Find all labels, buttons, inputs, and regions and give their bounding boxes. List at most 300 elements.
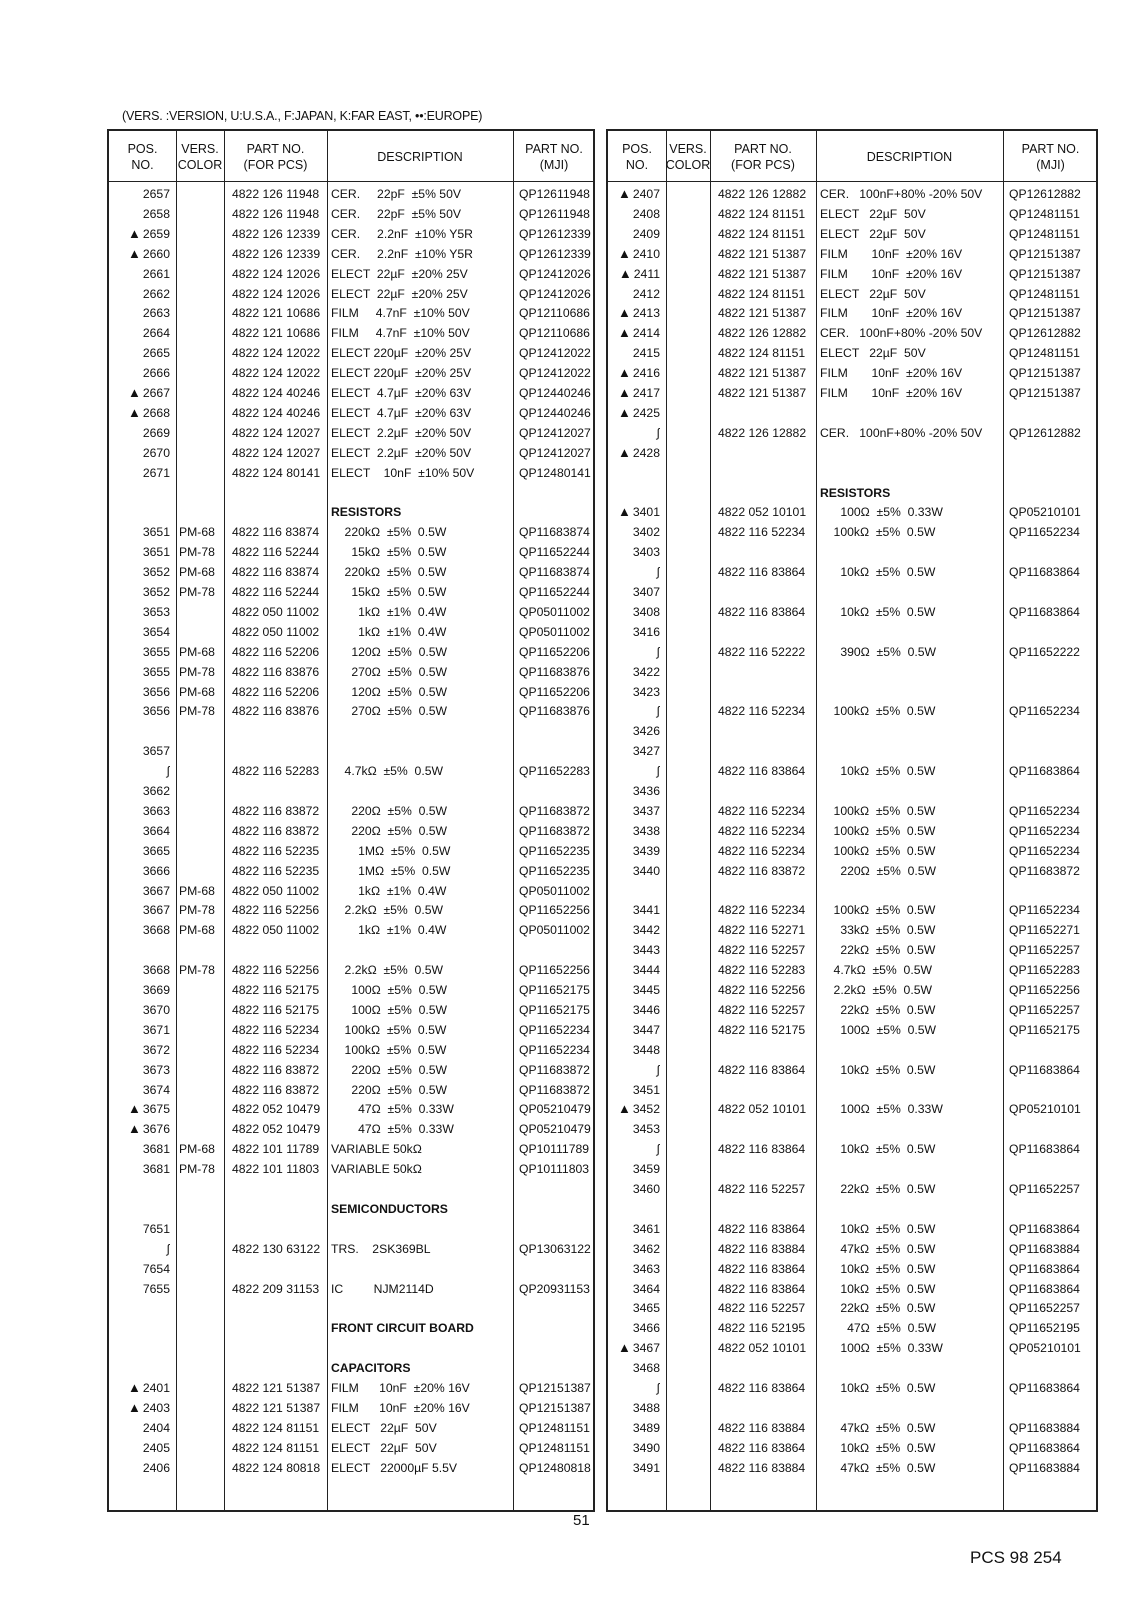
table-row <box>109 622 593 642</box>
table-row <box>608 721 1096 741</box>
table-row <box>608 1298 1096 1318</box>
partno-cell: 4822 052 10479 <box>232 1122 321 1137</box>
mji-cell: QP11652206 <box>519 684 590 699</box>
partno-cell: 4822 116 52206 <box>232 684 320 699</box>
pos-cell <box>111 1139 170 1159</box>
pos-cell <box>111 1239 170 1259</box>
mji-cell: QP11683872 <box>1009 863 1080 878</box>
desc-cell: ELECT 220µF ±20% 25V <box>331 366 472 381</box>
mji-cell: QP11652234 <box>1009 803 1080 818</box>
pos-text: 3681 <box>142 1162 170 1177</box>
mji-cell: QP11652195 <box>1009 1321 1080 1336</box>
warning-icon: ▲ <box>128 245 141 261</box>
partno-cell: 4822 124 81151 <box>718 226 806 241</box>
pos-text: 3669 <box>142 983 170 997</box>
table-row <box>109 1259 593 1279</box>
pos-text: 3654 <box>142 624 170 639</box>
table-row <box>109 602 593 622</box>
warning-icon: ▲ <box>618 444 631 460</box>
header-text: VERS. <box>669 142 707 156</box>
mji-cell: QP12412027 <box>519 445 591 460</box>
mji-cell: QP11683864 <box>1009 1142 1080 1157</box>
pos-cell <box>610 622 660 642</box>
desc-cell: ELECT 22µF ±20% 25V <box>331 266 468 281</box>
pos-cell <box>111 960 170 980</box>
pos-text: ∫ <box>656 565 660 580</box>
table-row <box>608 443 1096 463</box>
pos-text: 3462 <box>632 1241 660 1256</box>
mji-cell: QP11652256 <box>1009 983 1080 997</box>
table-row <box>608 861 1096 881</box>
mji-cell: QP11683864 <box>1009 565 1080 580</box>
mji-cell: QP11652244 <box>519 545 590 560</box>
table-row <box>109 761 593 781</box>
pos-cell <box>610 701 660 721</box>
desc-cell: 10kΩ ±5% 0.5W <box>820 1142 936 1157</box>
pos-text: 3416 <box>632 624 660 639</box>
partno-cell: 4822 116 52257 <box>718 943 806 958</box>
table-row <box>109 980 593 1000</box>
partno-cell: 4822 124 81151 <box>232 1440 320 1455</box>
partno-cell: 4822 116 52235 <box>232 863 320 878</box>
table-row <box>608 900 1096 920</box>
mji-cell: QP05011002 <box>519 604 590 619</box>
header-text: PART NO. <box>734 142 792 156</box>
mji-cell: QP11683864 <box>1009 1062 1080 1077</box>
partno-cell: 4822 126 11948 <box>232 187 320 201</box>
pos-text: 3491 <box>632 1460 660 1475</box>
pos-cell <box>111 204 170 224</box>
desc-cell: 2.2kΩ ±5% 0.5W <box>331 963 443 978</box>
pos-text: 3407 <box>632 585 660 599</box>
table-row <box>608 781 1096 801</box>
warning-icon: ▲ <box>618 305 631 321</box>
pos-text: ∫ <box>166 764 170 779</box>
desc-cell: 15kΩ ±5% 0.5W <box>331 545 447 560</box>
partno-cell: 4822 116 52256 <box>232 903 320 918</box>
partno-cell: 4822 121 51387 <box>232 1400 321 1415</box>
pos-text: 3437 <box>632 803 660 818</box>
header-text: NO. <box>625 158 649 172</box>
table-row <box>608 1338 1096 1358</box>
desc-cell: 47kΩ ±5% 0.5W <box>820 1420 936 1435</box>
pos-text: 3403 <box>632 545 660 560</box>
pos-cell <box>610 502 660 522</box>
warning-icon: ▲ <box>618 1101 631 1117</box>
partno-cell: 4822 126 12882 <box>718 425 807 440</box>
desc-cell: ELECT 22µF 50V <box>820 286 926 301</box>
mji-cell: QP12151387 <box>1009 246 1081 261</box>
table-row <box>109 741 593 761</box>
table-row <box>109 900 593 920</box>
mji-cell: QP05210479 <box>519 1122 591 1137</box>
pos-cell <box>111 284 170 304</box>
table-row <box>608 264 1096 284</box>
partno-cell: 4822 116 52234 <box>718 843 806 858</box>
header-pos <box>109 135 176 179</box>
pos-text: 3443 <box>632 943 660 958</box>
mji-cell: QP11683884 <box>1009 1241 1080 1256</box>
table-row <box>608 1458 1096 1478</box>
pos-cell <box>111 1279 170 1299</box>
pos-text: 3665 <box>142 843 170 858</box>
pos-cell <box>610 980 660 1000</box>
partno-cell: 4822 116 52244 <box>232 545 320 560</box>
table-row <box>109 1219 593 1239</box>
mji-cell: QP11683874 <box>519 565 590 580</box>
desc-cell: ELECT 10nF ±10% 50V <box>331 465 475 480</box>
pos-text: ∫ <box>656 425 660 440</box>
vers-cell: PM-78 <box>179 664 215 679</box>
header-text: POS. <box>127 142 158 156</box>
section-heading-text: RESISTORS <box>331 505 402 520</box>
pos-cell <box>610 801 660 821</box>
header-text: DESCRIPTION <box>377 150 463 164</box>
pos-cell <box>610 642 660 662</box>
table-row <box>608 1060 1096 1080</box>
mji-cell: QP11652244 <box>519 585 590 599</box>
desc-cell: CER. 100nF+80% -20% 50V <box>820 187 983 201</box>
desc-cell: ELECT 2.2µF ±20% 50V <box>331 445 472 460</box>
pos-text: 2663 <box>142 306 170 321</box>
partno-cell: 4822 121 51387 <box>718 306 807 321</box>
pos-cell <box>610 900 660 920</box>
desc-cell: 47Ω ±5% 0.5W <box>820 1321 937 1336</box>
partno-cell: 4822 124 12022 <box>232 346 321 361</box>
table-row <box>109 224 593 244</box>
mji-cell: QP12110686 <box>519 306 590 321</box>
pos-text: 2407 <box>632 187 660 201</box>
table-row <box>109 264 593 284</box>
table-row <box>109 642 593 662</box>
partno-cell: 4822 116 52206 <box>232 644 320 659</box>
desc-cell: 10kΩ ±5% 0.5W <box>820 565 936 580</box>
table-row <box>109 1040 593 1060</box>
desc-cell: 4.7kΩ ±5% 0.5W <box>820 963 932 978</box>
partno-cell: 4822 116 52175 <box>718 1022 806 1037</box>
desc-cell: 10kΩ ±5% 0.5W <box>820 604 936 619</box>
vers-cell: PM-68 <box>179 565 215 580</box>
partno-cell: 4822 116 52234 <box>718 704 806 719</box>
pos-text: 3422 <box>632 664 660 679</box>
mji-cell: QP12481151 <box>519 1420 590 1435</box>
pos-text: 3674 <box>142 1082 170 1097</box>
pos-cell <box>610 1338 660 1358</box>
header-text: VERS. <box>181 142 219 156</box>
desc-cell: CER. 22pF ±5% 50V <box>331 187 461 201</box>
table-row <box>109 1000 593 1020</box>
mji-cell: QP11652175 <box>519 983 590 997</box>
pos-cell <box>111 801 170 821</box>
mji-cell: QP11652283 <box>1009 963 1080 978</box>
mji-cell: QP11652257 <box>1009 1002 1080 1017</box>
mji-cell: QP12412027 <box>519 425 591 440</box>
pos-text: 2666 <box>142 366 170 381</box>
pos-text: 2415 <box>632 346 660 361</box>
pos-text: 3663 <box>142 803 170 818</box>
partno-cell: 4822 116 52222 <box>718 644 806 659</box>
table-row <box>109 562 593 582</box>
desc-cell: 100Ω ±5% 0.33W <box>820 1102 943 1117</box>
pos-cell <box>111 423 170 443</box>
pos-cell <box>610 1119 660 1139</box>
mji-cell: QP12151387 <box>519 1381 591 1395</box>
desc-cell: CER. 100nF+80% -20% 50V <box>820 425 983 440</box>
desc-cell: FILM 10nF ±20% 16V <box>820 306 963 321</box>
pos-cell <box>111 920 170 940</box>
partno-cell: 4822 209 31153 <box>232 1281 320 1296</box>
pos-cell <box>610 1298 660 1318</box>
header-divider <box>109 181 593 182</box>
vers-cell: PM-68 <box>179 644 215 659</box>
mji-cell: QP11683864 <box>1009 1281 1080 1296</box>
table-row <box>608 1378 1096 1398</box>
pos-cell <box>610 244 660 264</box>
pos-cell <box>111 861 170 881</box>
table-row <box>109 403 593 423</box>
pos-text: 2406 <box>142 1460 170 1475</box>
mji-cell: QP12440246 <box>519 386 591 400</box>
mji-cell: QP12612339 <box>519 226 591 241</box>
desc-cell: 1MΩ ±5% 0.5W <box>331 843 451 858</box>
pos-cell <box>610 861 660 881</box>
warning-icon: ▲ <box>128 1121 141 1137</box>
mji-cell: QP12151387 <box>1009 266 1081 281</box>
desc-cell: 1kΩ ±1% 0.4W <box>331 604 447 619</box>
warning-icon: ▲ <box>128 225 141 241</box>
table-row <box>109 960 593 980</box>
partno-cell: 4822 101 11789 <box>232 1142 320 1157</box>
desc-cell: 10kΩ ±5% 0.5W <box>820 1062 936 1077</box>
pos-cell <box>610 940 660 960</box>
pos-cell <box>610 363 660 383</box>
table-row <box>608 920 1096 940</box>
pos-cell <box>610 1020 660 1040</box>
pos-cell <box>610 602 660 622</box>
desc-cell: 100Ω ±5% 0.33W <box>820 1341 943 1356</box>
table-row <box>109 204 593 224</box>
partno-cell: 4822 130 63122 <box>232 1241 321 1256</box>
desc-cell: 22kΩ ±5% 0.5W <box>820 1301 936 1316</box>
partno-cell: 4822 052 10101 <box>718 1102 807 1117</box>
pos-text: 3671 <box>142 1022 170 1037</box>
partno-cell: 4822 052 10101 <box>718 1341 807 1356</box>
pos-cell <box>610 1219 660 1239</box>
header-text: DESCRIPTION <box>866 150 953 164</box>
header-text: POS. <box>622 142 652 156</box>
pos-text: 3662 <box>142 784 170 798</box>
partno-cell: 4822 116 52257 <box>718 1182 806 1196</box>
mji-cell: QP05011002 <box>519 923 590 938</box>
section-heading-text: CAPACITORS <box>331 1361 411 1376</box>
pos-cell <box>610 1458 660 1478</box>
pos-text: 3440 <box>632 863 660 878</box>
mji-cell: QP12412022 <box>519 366 591 381</box>
pos-text: 3446 <box>632 1002 660 1017</box>
pos-text: 3461 <box>632 1221 660 1236</box>
section-heading <box>608 483 1096 503</box>
pos-cell <box>111 562 170 582</box>
mji-cell: QP12110686 <box>519 326 590 341</box>
partno-cell: 4822 050 11002 <box>232 604 320 619</box>
pos-cell <box>111 323 170 343</box>
desc-cell: 100kΩ ±5% 0.5W <box>820 525 936 540</box>
header-text: PART NO. <box>525 142 583 156</box>
pos-text: 2404 <box>142 1420 170 1435</box>
pos-cell <box>111 1040 170 1060</box>
partno-cell: 4822 124 81151 <box>232 1420 320 1435</box>
table-row <box>608 682 1096 702</box>
pos-text: 2657 <box>142 187 170 201</box>
pos-cell <box>111 542 170 562</box>
desc-cell: 100kΩ ±5% 0.5W <box>820 903 936 918</box>
table-row <box>608 1080 1096 1100</box>
desc-cell: CER. 22pF ±5% 50V <box>331 206 461 221</box>
header-partno <box>710 135 816 179</box>
desc-cell: 270Ω ±5% 0.5W <box>331 704 448 719</box>
mji-cell: QP11683864 <box>1009 1381 1080 1395</box>
pos-text: 3468 <box>632 1361 660 1376</box>
table-row <box>608 1259 1096 1279</box>
mji-cell: QP11683874 <box>519 525 590 540</box>
warning-icon: ▲ <box>128 404 141 420</box>
partno-cell: 4822 116 83864 <box>718 565 806 580</box>
pos-cell <box>610 662 660 682</box>
warning-icon: ▲ <box>128 1399 141 1415</box>
pos-text: 2662 <box>142 286 170 301</box>
partno-cell: 4822 126 12339 <box>232 226 321 241</box>
pos-text: 3466 <box>632 1321 660 1336</box>
pos-text: 2410 <box>632 246 660 261</box>
pos-cell <box>111 244 170 264</box>
pos-text: 2664 <box>142 326 170 341</box>
table-row <box>608 363 1096 383</box>
desc-cell: FILM 10nF ±20% 16V <box>820 366 963 381</box>
partno-cell: 4822 116 52257 <box>718 1301 806 1316</box>
table-row <box>608 1219 1096 1239</box>
table-row <box>608 1119 1096 1139</box>
table-row <box>608 224 1096 244</box>
desc-cell: 100Ω ±5% 0.5W <box>820 1022 937 1037</box>
table-row <box>608 1179 1096 1199</box>
partno-cell: 4822 116 83872 <box>232 1082 320 1097</box>
vers-cell: PM-68 <box>179 883 215 898</box>
pos-text: 2661 <box>142 266 170 281</box>
table-row <box>608 960 1096 980</box>
pos-text: 3442 <box>632 923 660 938</box>
mji-cell: QP11683864 <box>1009 1221 1080 1236</box>
partno-cell: 4822 116 83884 <box>718 1420 806 1435</box>
pos-cell <box>610 264 660 284</box>
section-heading-text: FRONT CIRCUIT BOARD <box>331 1321 474 1336</box>
partno-cell: 4822 124 81151 <box>718 286 806 301</box>
partno-cell: 4822 124 40246 <box>232 386 321 400</box>
mji-cell: QP12412026 <box>519 286 591 301</box>
pos-text: 3444 <box>632 963 660 978</box>
desc-cell: 100kΩ ±5% 0.5W <box>331 1042 447 1057</box>
mji-cell: QP12151387 <box>1009 386 1081 400</box>
table-row <box>608 582 1096 602</box>
vers-cell: PM-68 <box>179 923 215 938</box>
pos-cell <box>111 343 170 363</box>
partno-cell: 4822 116 52234 <box>232 1042 320 1057</box>
partno-cell: 4822 126 12882 <box>718 187 807 201</box>
pos-text: ∫ <box>656 1062 660 1077</box>
pos-text: 3656 <box>142 684 170 699</box>
mji-cell: QP12151387 <box>1009 366 1081 381</box>
partno-cell: 4822 116 83876 <box>232 664 320 679</box>
pos-text: 3445 <box>632 983 660 997</box>
table-row <box>109 463 593 483</box>
desc-cell: ELECT 220µF ±20% 25V <box>331 346 472 361</box>
partno-cell: 4822 121 10686 <box>232 306 321 321</box>
mji-cell: QP11683884 <box>1009 1460 1080 1475</box>
table-row <box>608 1239 1096 1259</box>
desc-cell: ELECT 4.7µF ±20% 63V <box>331 405 472 420</box>
mji-cell: QP13063122 <box>519 1241 591 1256</box>
partno-cell: 4822 050 11002 <box>232 624 320 639</box>
desc-cell: ELECT 22µF 50V <box>820 206 926 221</box>
pos-text: 3459 <box>632 1162 660 1177</box>
pos-cell <box>111 1080 170 1100</box>
pos-text: 3675 <box>142 1102 170 1117</box>
pos-cell <box>111 781 170 801</box>
desc-cell: VARIABLE 50kΩ <box>331 1142 422 1157</box>
pos-cell <box>610 184 660 204</box>
desc-cell: ELECT 22µF 50V <box>820 226 926 241</box>
desc-cell: ELECT 22µF 50V <box>820 346 926 361</box>
pos-cell <box>111 264 170 284</box>
partno-cell: 4822 116 52283 <box>718 963 806 978</box>
mji-cell: QP05210101 <box>1009 505 1081 520</box>
warning-icon: ▲ <box>618 504 631 520</box>
table-row <box>608 701 1096 721</box>
desc-cell: 100kΩ ±5% 0.5W <box>820 823 936 838</box>
pos-text: 3655 <box>142 664 170 679</box>
mji-cell: QP12481151 <box>519 1440 590 1455</box>
pos-text: 7655 <box>142 1281 170 1296</box>
vers-cell: PM-78 <box>179 704 215 719</box>
vers-cell: PM-78 <box>179 1162 215 1177</box>
partno-cell: 4822 116 83872 <box>232 823 320 838</box>
table-row <box>608 801 1096 821</box>
desc-cell: 15kΩ ±5% 0.5W <box>331 585 447 599</box>
pos-cell <box>610 1398 660 1418</box>
desc-cell: 10kΩ ±5% 0.5W <box>820 1381 936 1395</box>
vers-cell: PM-78 <box>179 903 215 918</box>
warning-icon: ▲ <box>128 1380 141 1395</box>
mji-cell: QP11683884 <box>1009 1420 1080 1435</box>
desc-cell: 47kΩ ±5% 0.5W <box>820 1460 936 1475</box>
partno-cell: 4822 116 83864 <box>718 1221 806 1236</box>
pos-cell <box>111 1099 170 1119</box>
desc-cell: 47kΩ ±5% 0.5W <box>820 1241 936 1256</box>
vers-cell: PM-68 <box>179 1142 215 1157</box>
table-row <box>109 1378 593 1398</box>
pos-text: 2425 <box>632 405 660 420</box>
pos-text: 3447 <box>632 1022 660 1037</box>
mji-cell: QP11683872 <box>519 1082 590 1097</box>
desc-cell: 2.2kΩ ±5% 0.5W <box>331 903 443 918</box>
partno-cell: 4822 116 83864 <box>718 1261 806 1276</box>
mji-cell: QP11652175 <box>1009 1022 1080 1037</box>
pos-text: 2412 <box>632 286 660 301</box>
partno-cell: 4822 116 52235 <box>232 843 320 858</box>
mji-cell: QP05210101 <box>1009 1102 1081 1117</box>
pos-text: 2428 <box>632 445 660 460</box>
pos-cell <box>111 900 170 920</box>
table-row <box>608 204 1096 224</box>
